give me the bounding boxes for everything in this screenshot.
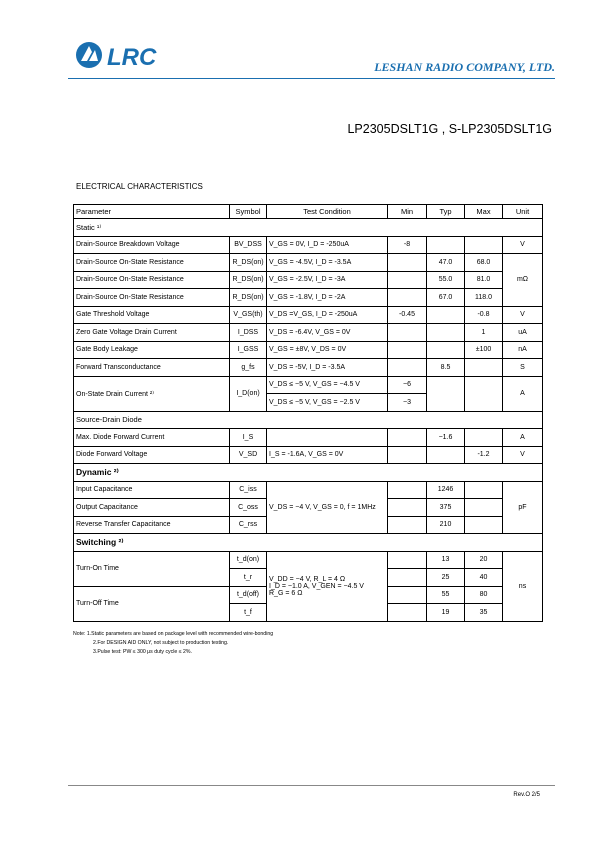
logo-text: LRC	[107, 44, 157, 71]
table-row: t_f 19 35	[74, 604, 543, 622]
lrc-logo	[75, 38, 175, 72]
table-row: Drain-Source On-State Resistance R_DS(on) V_GS = -4.5V, I_D = -3.5A 47.0 68.0 mΩ	[74, 254, 543, 272]
group-source-drain: Source-Drain Diode	[74, 411, 543, 429]
page-footer: Rev.O 2/5	[513, 792, 540, 798]
table-row: Drain-Source On-State Resistance R_DS(on) V_GS = -2.5V, I_D = -3A 55.0 81.0	[74, 271, 543, 289]
characteristics-table	[73, 204, 543, 622]
footer-rule	[68, 785, 555, 786]
table-row: Forward Transconductance g_fs V_DS = -5V, I_D = -3.5A 8.5 S	[74, 359, 543, 377]
table-row: Reverse Transfer Capacitance C_rss 210	[74, 516, 543, 534]
table-row: V_DS ≤ −5 V, V_GS = −2.5 V −3	[74, 394, 543, 412]
table-header	[74, 205, 543, 219]
col-max: Max	[465, 205, 503, 219]
table-row: Drain-Source On-State Resistance R_DS(on) V_GS = -1.8V, I_D = -2A 67.0 118.0	[74, 289, 543, 307]
col-min: Min	[388, 205, 427, 219]
table-row: Zero Gate Voltage Drain Current I_DSS V_DS = -6.4V, V_GS = 0V 1 uA	[74, 324, 543, 342]
group-dynamic: Dynamic ²⁾	[74, 464, 543, 482]
note-1: Note: 1.Static parameters are based on package level with recommended wire-bonding	[73, 631, 274, 637]
table-row: Gate Threshold Voltage V_GS(th) V_DS =V_GS, I_D = -250uA -0.45 -0.8 V	[74, 306, 543, 324]
switching-condition: V_DD = −4 V, R_L = 4 Ω I_D = −1.0 A, V_GEN = −4.5 V R_G = 6 Ω	[267, 551, 388, 621]
table-row: Turn-Off Time t_d(off) 55 80	[74, 586, 543, 604]
table-row: Max. Diode Forward Current I_S −1.6 A	[74, 429, 543, 447]
table-row: Input Capacitance C_iss V_DS = −4 V, V_GS = 0, f = 1MHz 1246 pF	[74, 481, 543, 499]
note-2: 2.For DESIGN AID ONLY, not subject to production testing.	[93, 640, 229, 646]
table-row: Turn-On Time t_d(on) V_DD = −4 V, R_L = 4 Ω I_D = −1.0 A, V_GEN = −4.5 V R_G = 6 Ω 13 20 ns	[74, 551, 543, 569]
table-row: Diode Forward Voltage V_SD I_S = -1.6A, V_GS = 0V -1.2 V	[74, 446, 543, 464]
section-title: ELECTRICAL CHARACTERISTICS	[76, 182, 203, 191]
group-switching: Switching ²⁾	[74, 534, 543, 552]
notes	[73, 630, 273, 657]
table-row: t_r 25 40	[74, 569, 543, 587]
col-unit: Unit	[503, 205, 543, 219]
switching-unit: ns	[503, 551, 543, 621]
dynamic-unit: pF	[503, 481, 543, 534]
table-row: On-State Drain Current ²⁾ I_D(on) V_DS ≤ −5 V, V_GS = −4.5 V −6 A	[74, 376, 543, 394]
table-row: Output Capacitance C_oss 375	[74, 499, 543, 517]
rds-unit: mΩ	[503, 254, 543, 307]
table-row: Drain-Source Breakdown Voltage BV_DSS V_GS = 0V, I_D = -250uA -8 V	[74, 236, 543, 254]
group-static: Static ¹⁾	[74, 219, 543, 237]
table-row: Gate Body Leakage I_GSS V_GS = ±8V, V_DS = 0V ±100 nA	[74, 341, 543, 359]
company-name: LESHAN RADIO COMPANY, LTD.	[374, 60, 555, 74]
dynamic-condition: V_DS = −4 V, V_GS = 0, f = 1MHz	[267, 481, 388, 534]
col-test-condition: Test Condition	[267, 205, 388, 219]
part-number: LP2305DSLT1G , S-LP2305DSLT1G	[347, 122, 552, 136]
col-typ: Typ	[427, 205, 465, 219]
note-3: 3.Pulse test: PW ≤ 300 μs duty cycle ≤ 2%.	[93, 649, 192, 655]
col-symbol: Symbol	[230, 205, 267, 219]
col-parameter: Parameter	[74, 205, 230, 219]
header-rule	[68, 78, 555, 79]
